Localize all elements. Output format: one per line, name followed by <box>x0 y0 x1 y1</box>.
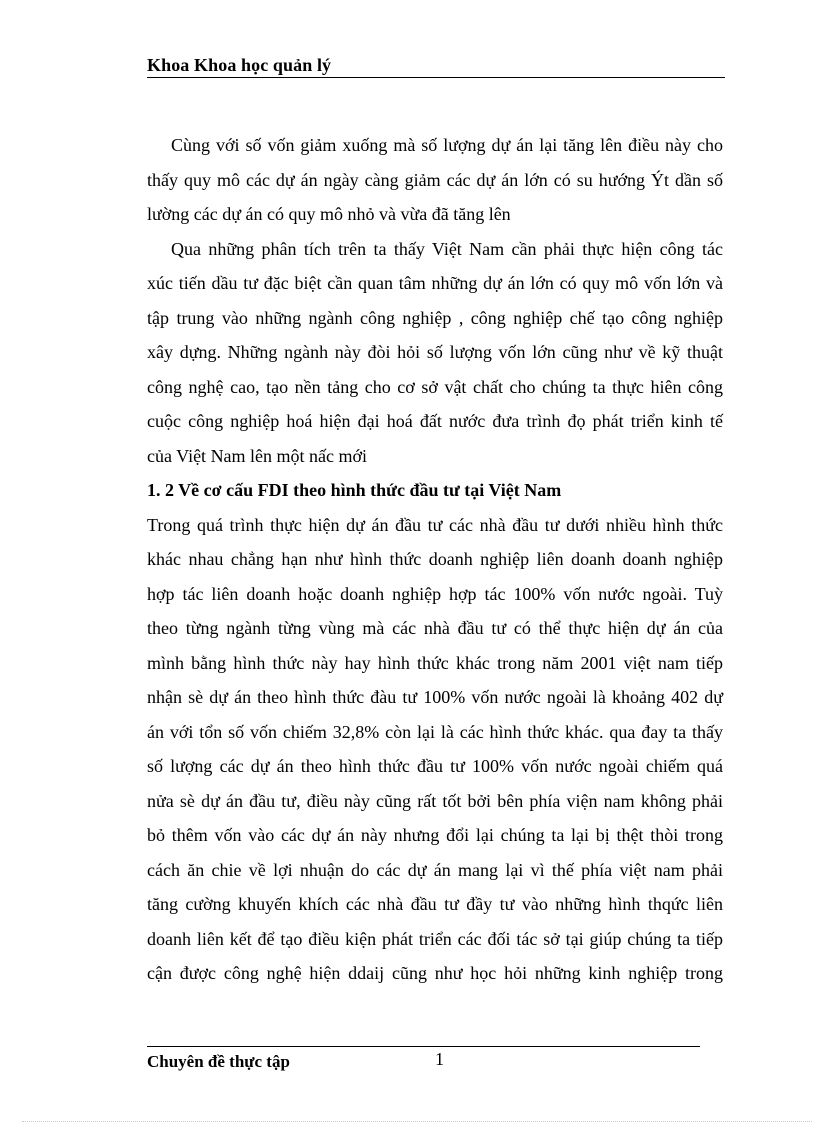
paragraph-2-line: xây dựng. Những ngành này đòi hỏi số lượng vốn lớn cũng như về kỹ thuật <box>147 342 723 362</box>
paragraph-2-line: tập trung vào những ngành công nghiệp , công nghiệp chế tạo công nghiệp <box>147 307 723 328</box>
paragraph-3-line: cận được công nghệ hiện ddaij cũng như học hỏi những kinh nghiệp trong <box>147 963 723 983</box>
header-title: Khoa Khoa học quản lý <box>147 55 332 75</box>
paragraph-3-line: nửa sè dự án đầu tư, điều này cũng rất tốt bởi bên phía viện nam không phải <box>147 790 723 811</box>
paragraph-2-line: của Việt Nam lên một nấc mới <box>147 445 368 466</box>
page-number: 1 <box>435 1049 444 1069</box>
section-heading: 1. 2 Về cơ cấu FDI theo hình thức đầu tư tại Việt Nam <box>147 480 562 500</box>
document-body <box>147 128 723 991</box>
paragraph-3-line: bỏ thêm vốn vào các dự án này nhưng đổi lại chúng ta lại bị thệt thòi trong <box>147 825 723 845</box>
paragraph-2-line: xúc tiến dầu tư đặc biệt cần quan tâm những dự án lớn có quy mô vốn lớn và <box>147 273 723 293</box>
paragraph-3-line: số lượng các dự án theo hình thức đầu tư 100% vốn nước ngoài chiếm quá <box>147 756 723 776</box>
paragraph-3-line: khác nhau chẳng hạn như hình thức doanh nghiệp liên doanh doanh nghiệp <box>147 549 723 569</box>
paragraph-3-line: hợp tác liên doanh hoặc doanh nghiệp hợp tác 100% vốn nước ngoài. Tuỳ <box>147 583 723 604</box>
header-rule <box>147 77 725 78</box>
paragraph-3-line: mình bằng hình thức này hay hình thức khác trong năm 2001 việt nam tiếp <box>147 652 723 673</box>
page-edge-dots <box>22 1121 812 1122</box>
paragraph-3-line: tăng cường khuyến khích các nhà đầu tư đầy tư vào những hình thqức liên <box>147 894 723 914</box>
paragraph-1-line: Cùng với số vốn giảm xuống mà số lượng dự án lại tăng lên điều này cho <box>171 135 723 155</box>
paragraph-3-line: doanh liên kết để tạo điều kiện phát triển các đối tác sở tại giúp chúng ta tiếp <box>147 928 723 949</box>
paragraph-3-line: án với tổn số vốn chiếm 32,8% còn lại là các hình thức khác. qua đay ta thấy <box>147 721 723 742</box>
paragraph-3-line: Trong quá trình thực hiện dự án đầu tư các nhà đầu tư dưới nhiều hình thức <box>147 514 723 535</box>
paragraph-3-line: theo từng ngành từng vùng mà các nhà đầu tư có thể thực hiện dự án của <box>147 618 723 638</box>
paragraph-1-line: thấy quy mô các dự án ngày càng giảm các dự án lớn có su hướng Ýt dần số <box>147 169 723 190</box>
footer-title: Chuyên đề thực tập <box>147 1052 290 1071</box>
paragraph-2-line: cuộc công nghiệp hoá hiện đại hoá đất nước đưa trình đọ phát triển kinh tế <box>147 411 723 431</box>
footer-rule <box>147 1046 700 1047</box>
paragraph-2-line: Qua những phân tích trên ta thấy Việt Nam cần phải thực hiện công tác <box>171 238 723 259</box>
paragraph-1-line: lường các dự án có quy mô nhỏ và vừa đã tăng lên <box>147 204 511 224</box>
paragraph-3-line: nhận sè dự án theo hình thức đàu tư 100% vốn nước ngoài là khoảng 402 dự <box>147 687 723 707</box>
paragraph-3-line: cách ăn chie về lợi nhuận do các dự án mang lại vì thế phía việt nam phải <box>147 859 723 880</box>
paragraph-2-line: công nghệ cao, tạo nền tảng cho cơ sở vật chất cho chúng ta thực hiên công <box>147 376 723 397</box>
